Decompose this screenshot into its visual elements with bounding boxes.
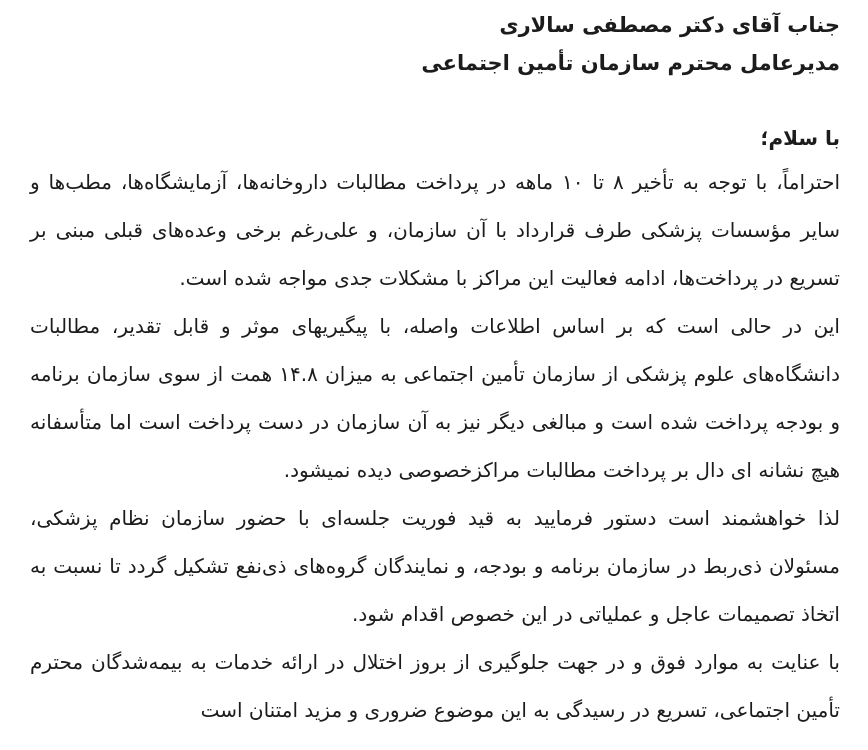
paragraph-request-urgent-meeting: لذا خواهشمند است دستور فرمایید به قید فوریت جلسه‌ای با حضور سازمان نظام پزشکی، مسئولان ذی‌ربط در سازمان برنامه و بودجه، و نمایندگان گروه‌های ذی‌نفع تشکیل گردد تا نسبت به اتخاذ تصمیمات عاجل و عملیاتی در این خصوص اقدام شود. xyxy=(30,506,840,626)
recipient-title: مدیرعامل محترم سازمان تأمین اجتماعی xyxy=(421,51,840,75)
recipient-block xyxy=(30,6,840,82)
salutation: با سلام؛ xyxy=(760,126,840,150)
paragraph-university-claims-paid: این در حالی است که بر اساس اطلاعات واصله، با پیگیریهای موثر و قابل تقدیر، مطالبات دانشگاه‌های علوم پزشکی از سازمان تأمین اجتماعی به میزان ۱۴.۸ همت از سوی سازمان برنامه و بودجه پرداخت شده است و مبالغی دیگر نیز به آن سازمان در دست پرداخت است اما متأسفانه هیچ نشانه ای دال بر پرداخت مطالبات مراکزخصوصی دیده نمیشود. xyxy=(30,314,840,482)
paragraph-payment-delays: احتراماً، با توجه به تأخیر ۸ تا ۱۰ ماهه در پرداخت مطالبات داروخانه‌ها، آزمایشگاه‌ها، مطب‌ها و سایر مؤسسات پزشکی طرف قرارداد با آن سازمان، و علی‌رغم برخی وعده‌های قبلی مبنی بر تسریع در پرداخت‌ها، ادامه فعالیت این مراکز با مشکلات جدی مواجه شده است. xyxy=(30,170,841,290)
paragraph-closing-request: با عنایت به موارد فوق و در جهت جلوگیری از بروز اختلال در ارائه خدمات به بیمه‌شدگان محترم تأمین اجتماعی، تسریع در رسیدگی به این موضوع ضروری و مزید امتنان است xyxy=(30,650,840,722)
recipient-name: جناب آقای دکتر مصطفی سالاری xyxy=(499,13,840,37)
